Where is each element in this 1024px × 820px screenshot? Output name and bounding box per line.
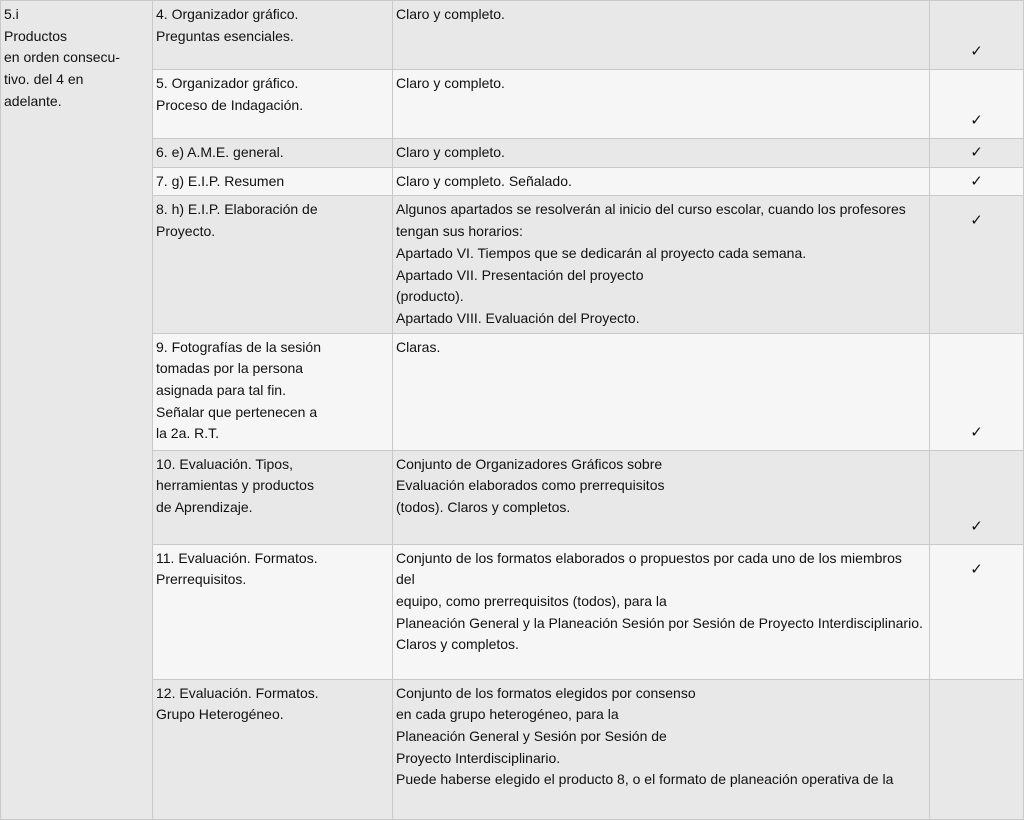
product-line: 8. h) E.I.P. Elaboración de [156, 201, 318, 218]
criteria-line: Claro y completo. [396, 144, 505, 160]
criteria-cell [393, 1, 930, 70]
section-label-line: adelante. [4, 92, 62, 109]
product-line: Prerrequisitos. [156, 571, 247, 588]
check-cell [930, 70, 1024, 139]
criteria-cell [393, 333, 930, 450]
product-line: 9. Fotografías de la sesión [156, 338, 321, 355]
checkmark-icon: ✓ [970, 422, 983, 441]
table-row [1, 1, 1024, 70]
product-line: Grupo Heterogéneo. [156, 706, 284, 723]
criteria-line: (producto). [396, 288, 464, 305]
criteria-cell [393, 679, 930, 819]
section-label-line: Productos [4, 27, 68, 44]
product-cell [153, 333, 393, 450]
check-cell [930, 333, 1024, 450]
criteria-line: del [396, 571, 415, 588]
section-label-line: 5.i [4, 6, 19, 22]
criteria-cell [393, 70, 930, 139]
product-line: Señalar que pertenecen a [156, 403, 318, 420]
criteria-cell [393, 139, 930, 168]
criteria-line: Claro y completo. [396, 6, 505, 22]
check-cell [930, 167, 1024, 196]
table-row [1, 544, 1024, 679]
criteria-line: Conjunto de los formatos elaborados o propuestos por cada uno de los miembros [396, 549, 902, 566]
product-cell [153, 450, 393, 544]
table-row [1, 196, 1024, 333]
product-line: Proyecto. [156, 223, 216, 240]
criteria-line: Evaluación elaborados como prerrequisitos [396, 477, 665, 494]
checkmark-icon: ✓ [970, 211, 983, 230]
criteria-line: Puede haberse elegido el producto 8, o el formato de planeación operativa de la [396, 771, 894, 788]
product-line: 5. Organizador gráfico. [156, 75, 299, 91]
criteria-line: Apartado VI. Tiempos que se dedicarán al proyecto cada semana. [396, 244, 807, 261]
criteria-line: Conjunto de Organizadores Gráficos sobre [396, 455, 663, 472]
criteria-line: Claro y completo. Señalado. [396, 172, 572, 189]
criteria-line: Claros y completos. [396, 636, 519, 653]
checkmark-icon: ✓ [970, 559, 983, 578]
check-cell [930, 1, 1024, 70]
table-row [1, 167, 1024, 196]
product-line: 10. Evaluación. Tipos, [156, 455, 293, 472]
checkmark-icon: ✓ [970, 42, 983, 61]
section-label-cell [1, 1, 153, 820]
product-cell [153, 1, 393, 70]
product-cell [153, 167, 393, 196]
product-cell [153, 196, 393, 333]
criteria-line: Planeación General y la Planeación Sesión por Sesión de Proyecto Interdisciplinario. [396, 614, 923, 631]
table-row [1, 70, 1024, 139]
product-cell [153, 679, 393, 819]
product-cell [153, 544, 393, 679]
criteria-line: Apartado VIII. Evaluación del Proyecto. [396, 309, 640, 326]
check-cell [930, 450, 1024, 544]
criteria-cell [393, 450, 930, 544]
criteria-line: Algunos apartados se resolverán al inicio del curso escolar, cuando los profesores [396, 201, 906, 218]
criteria-line: Proyecto Interdisciplinario. [396, 749, 561, 766]
product-line: de Aprendizaje. [156, 499, 253, 516]
product-line: tomadas por la persona [156, 360, 304, 377]
product-line: 12. Evaluación. Formatos. [156, 684, 319, 701]
product-line: Preguntas esenciales. [156, 27, 294, 44]
product-line: herramientas y productos [156, 477, 314, 494]
criteria-line: Conjunto de los formatos elegidos por consenso [396, 684, 696, 701]
criteria-line: (todos). Claros y completos. [396, 499, 571, 516]
check-cell [930, 196, 1024, 333]
table-row [1, 679, 1024, 819]
criteria-cell [393, 167, 930, 196]
criteria-line: Claras. [396, 338, 441, 355]
criteria-cell [393, 196, 930, 333]
section-label-line: en orden consecu- [4, 49, 120, 66]
criteria-line: Apartado VII. Presentación del proyecto [396, 266, 644, 283]
checkmark-icon: ✓ [970, 111, 983, 130]
product-line: Proceso de Indagación. [156, 96, 304, 113]
product-line: 7. g) E.I.P. Resumen [156, 172, 285, 189]
criteria-line: Claro y completo. [396, 75, 505, 91]
criteria-line: en cada grupo heterogéneo, para la [396, 706, 619, 723]
check-cell [930, 544, 1024, 679]
checkmark-icon: ✓ [970, 516, 983, 535]
product-line: la 2a. R.T. [156, 425, 220, 442]
table-row [1, 450, 1024, 544]
table-row [1, 333, 1024, 450]
criteria-cell [393, 544, 930, 679]
criteria-line: tengan sus horarios: [396, 223, 523, 240]
product-cell [153, 139, 393, 168]
product-cell [153, 70, 393, 139]
check-cell [930, 679, 1024, 819]
checkmark-icon: ✓ [970, 143, 983, 161]
section-label-line: tivo. del 4 en [4, 71, 84, 88]
product-line: 6. e) A.M.E. general. [156, 144, 284, 160]
criteria-line: Planeación General y Sesión por Sesión de [396, 728, 667, 745]
product-line: 4. Organizador gráfico. [156, 6, 299, 22]
product-line: asignada para tal fin. [156, 382, 286, 399]
product-line: 11. Evaluación. Formatos. [156, 549, 318, 566]
table-row [1, 139, 1024, 168]
criteria-line: equipo, como prerrequisitos (todos), para la [396, 593, 667, 610]
check-cell [930, 139, 1024, 168]
checkmark-icon: ✓ [970, 171, 983, 190]
